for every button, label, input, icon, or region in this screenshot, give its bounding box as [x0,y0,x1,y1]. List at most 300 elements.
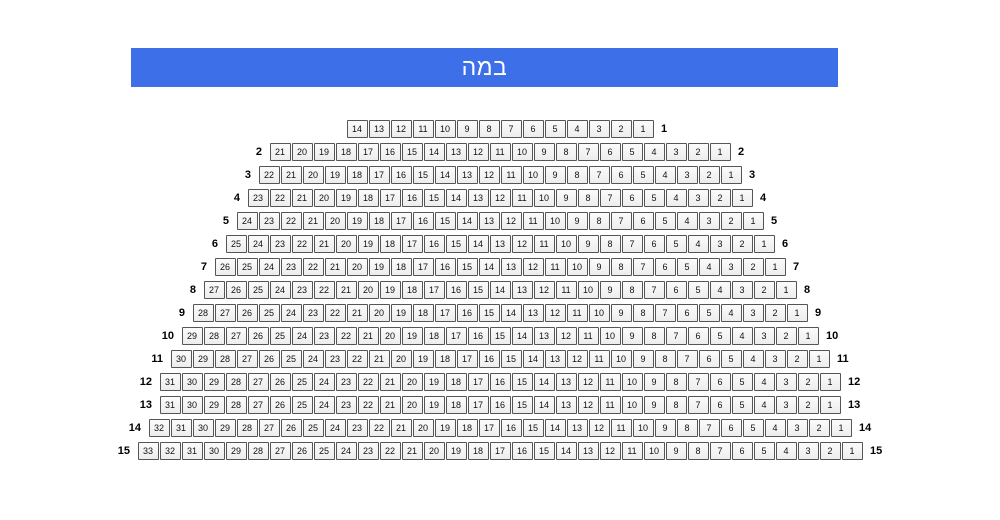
seat[interactable]: 1 [831,419,852,437]
seat[interactable]: 23 [336,396,357,414]
seat[interactable]: 6 [600,143,621,161]
seat[interactable]: 4 [754,373,775,391]
seat[interactable]: 17 [391,212,412,230]
seat[interactable]: 23 [292,281,313,299]
seat[interactable]: 31 [160,396,181,414]
seat[interactable]: 18 [380,235,401,253]
seat[interactable]: 1 [633,120,654,138]
seat[interactable]: 12 [468,143,489,161]
seat[interactable]: 16 [446,281,467,299]
seat[interactable]: 3 [765,350,786,368]
seat[interactable]: 23 [314,327,335,345]
seat[interactable]: 20 [391,350,412,368]
seat[interactable]: 15 [523,419,544,437]
seat[interactable]: 16 [424,235,445,253]
seat[interactable]: 19 [446,442,467,460]
seat[interactable]: 17 [358,143,379,161]
seat[interactable]: 28 [204,327,225,345]
seat[interactable]: 12 [600,442,621,460]
seat[interactable]: 10 [622,373,643,391]
seat[interactable]: 20 [292,143,313,161]
seat[interactable]: 17 [380,189,401,207]
seat[interactable]: 8 [578,189,599,207]
seat[interactable]: 14 [435,166,456,184]
seat[interactable]: 21 [325,258,346,276]
seat[interactable]: 2 [809,419,830,437]
seat[interactable]: 11 [578,327,599,345]
seat[interactable]: 9 [644,373,665,391]
seat[interactable]: 6 [622,189,643,207]
seat[interactable]: 22 [259,166,280,184]
seat[interactable]: 6 [710,396,731,414]
seat[interactable]: 24 [314,373,335,391]
seat[interactable]: 7 [688,373,709,391]
seat[interactable]: 9 [655,419,676,437]
seat[interactable]: 7 [699,419,720,437]
seat[interactable]: 3 [710,235,731,253]
seat[interactable]: 28 [193,304,214,322]
seat[interactable]: 7 [611,212,632,230]
seat[interactable]: 22 [358,396,379,414]
seat[interactable]: 1 [776,281,797,299]
seat[interactable]: 25 [292,373,313,391]
seat[interactable]: 4 [721,304,742,322]
seat[interactable]: 13 [479,212,500,230]
seat[interactable]: 1 [809,350,830,368]
seat[interactable]: 3 [699,212,720,230]
seat[interactable]: 16 [490,396,511,414]
seat[interactable]: 6 [611,166,632,184]
seat[interactable]: 15 [402,143,423,161]
seat[interactable]: 22 [314,281,335,299]
seat[interactable]: 21 [314,235,335,253]
seat[interactable]: 18 [402,281,423,299]
seat[interactable]: 19 [435,419,456,437]
seat[interactable]: 18 [358,189,379,207]
seat[interactable]: 7 [655,304,676,322]
seat[interactable]: 8 [479,120,500,138]
seat[interactable]: 27 [237,350,258,368]
seat[interactable]: 23 [303,304,324,322]
seat[interactable]: 9 [545,166,566,184]
seat[interactable]: 14 [347,120,368,138]
seat[interactable]: 17 [479,419,500,437]
seat[interactable]: 15 [512,373,533,391]
seat[interactable]: 6 [666,281,687,299]
seat[interactable]: 10 [523,166,544,184]
seat[interactable]: 23 [336,373,357,391]
seat[interactable]: 9 [457,120,478,138]
seat[interactable]: 22 [303,258,324,276]
seat[interactable]: 24 [281,304,302,322]
seat[interactable]: 17 [413,258,434,276]
seat[interactable]: 8 [600,235,621,253]
seat[interactable]: 18 [424,327,445,345]
seat[interactable]: 24 [325,419,346,437]
seat[interactable]: 19 [314,143,335,161]
seat[interactable]: 9 [567,212,588,230]
seat[interactable]: 11 [611,419,632,437]
seat[interactable]: 9 [578,235,599,253]
seat[interactable]: 28 [215,350,236,368]
seat[interactable]: 13 [446,143,467,161]
seat[interactable]: 11 [523,212,544,230]
seat[interactable]: 20 [402,396,423,414]
seat[interactable]: 4 [776,442,797,460]
seat[interactable]: 6 [644,235,665,253]
seat[interactable]: 32 [160,442,181,460]
seat[interactable]: 33 [138,442,159,460]
seat[interactable]: 22 [336,327,357,345]
seat[interactable]: 5 [545,120,566,138]
seat[interactable]: 8 [611,258,632,276]
seat[interactable]: 6 [699,350,720,368]
seat[interactable]: 27 [215,304,236,322]
seat[interactable]: 11 [567,304,588,322]
seat[interactable]: 13 [567,419,588,437]
seat[interactable]: 25 [248,281,269,299]
seat[interactable]: 8 [644,327,665,345]
seat[interactable]: 25 [259,304,280,322]
seat[interactable]: 3 [688,189,709,207]
seat[interactable]: 6 [732,442,753,460]
seat[interactable]: 7 [501,120,522,138]
seat[interactable]: 4 [644,143,665,161]
seat[interactable]: 19 [336,189,357,207]
seat[interactable]: 31 [160,373,181,391]
seat[interactable]: 21 [281,166,302,184]
seat[interactable]: 4 [677,212,698,230]
seat[interactable]: 14 [424,143,445,161]
seat[interactable]: 13 [578,442,599,460]
seat[interactable]: 4 [567,120,588,138]
seat[interactable]: 22 [292,235,313,253]
seat[interactable]: 28 [237,419,258,437]
seat[interactable]: 10 [611,350,632,368]
seat[interactable]: 9 [534,143,555,161]
seat[interactable]: 7 [644,281,665,299]
seat[interactable]: 27 [204,281,225,299]
seat[interactable]: 20 [314,189,335,207]
seat[interactable]: 20 [424,442,445,460]
seat[interactable]: 5 [633,166,654,184]
seat[interactable]: 29 [182,327,203,345]
seat[interactable]: 2 [721,212,742,230]
seat[interactable]: 17 [402,235,423,253]
seat[interactable]: 22 [380,442,401,460]
seat[interactable]: 3 [754,327,775,345]
seat[interactable]: 2 [710,189,731,207]
seat[interactable]: 14 [545,419,566,437]
seat[interactable]: 12 [578,396,599,414]
seat[interactable]: 15 [490,327,511,345]
seat[interactable]: 13 [369,120,390,138]
seat[interactable]: 22 [325,304,346,322]
seat[interactable]: 13 [490,235,511,253]
seat[interactable]: 7 [677,350,698,368]
seat[interactable]: 1 [842,442,863,460]
seat[interactable]: 2 [776,327,797,345]
seat[interactable]: 12 [501,212,522,230]
seat[interactable]: 26 [292,442,313,460]
seat[interactable]: 5 [732,396,753,414]
seat[interactable]: 17 [457,350,478,368]
seat[interactable]: 12 [512,235,533,253]
seat[interactable]: 6 [633,212,654,230]
seat[interactable]: 23 [358,442,379,460]
seat[interactable]: 11 [600,373,621,391]
seat[interactable]: 26 [270,396,291,414]
seat[interactable]: 6 [710,373,731,391]
seat[interactable]: 14 [457,212,478,230]
seat[interactable]: 12 [479,166,500,184]
seat[interactable]: 21 [391,419,412,437]
seat[interactable]: 10 [622,396,643,414]
seat[interactable]: 1 [710,143,731,161]
seat[interactable]: 10 [435,120,456,138]
seat[interactable]: 8 [589,212,610,230]
seat[interactable]: 13 [512,281,533,299]
seat[interactable]: 4 [765,419,786,437]
seat[interactable]: 13 [523,304,544,322]
seat[interactable]: 1 [820,396,841,414]
seat[interactable]: 10 [578,281,599,299]
seat[interactable]: 19 [413,350,434,368]
seat[interactable]: 30 [182,373,203,391]
seat[interactable]: 4 [743,350,764,368]
seat[interactable]: 27 [248,373,269,391]
seat[interactable]: 7 [633,258,654,276]
seat[interactable]: 18 [369,212,390,230]
seat[interactable]: 18 [446,373,467,391]
seat[interactable]: 10 [644,442,665,460]
seat[interactable]: 15 [413,166,434,184]
seat[interactable]: 21 [402,442,423,460]
seat[interactable]: 2 [732,235,753,253]
seat[interactable]: 5 [710,327,731,345]
seat[interactable]: 26 [215,258,236,276]
seat[interactable]: 16 [501,419,522,437]
seat[interactable]: 30 [204,442,225,460]
seat[interactable]: 5 [688,281,709,299]
seat[interactable]: 26 [248,327,269,345]
seat[interactable]: 1 [787,304,808,322]
seat[interactable]: 15 [479,304,500,322]
seat[interactable]: 8 [666,373,687,391]
seat[interactable]: 16 [479,350,500,368]
seat[interactable]: 21 [303,212,324,230]
seat[interactable]: 4 [655,166,676,184]
seat[interactable]: 1 [743,212,764,230]
seat[interactable]: 24 [303,350,324,368]
seat[interactable]: 12 [523,258,544,276]
seat[interactable]: 8 [655,350,676,368]
seat[interactable]: 9 [644,396,665,414]
seat[interactable]: 19 [347,212,368,230]
seat[interactable]: 30 [182,396,203,414]
seat[interactable]: 15 [435,212,456,230]
seat[interactable]: 10 [545,212,566,230]
seat[interactable]: 12 [545,304,566,322]
seat[interactable]: 8 [556,143,577,161]
seat[interactable]: 20 [369,304,390,322]
seat[interactable]: 24 [270,281,291,299]
seat[interactable]: 22 [270,189,291,207]
seat[interactable]: 24 [314,396,335,414]
seat[interactable]: 4 [732,327,753,345]
seat[interactable]: 21 [369,350,390,368]
seat[interactable]: 11 [534,235,555,253]
seat[interactable]: 9 [556,189,577,207]
seat[interactable]: 22 [358,373,379,391]
seat[interactable]: 13 [545,350,566,368]
seat[interactable]: 14 [501,304,522,322]
seat[interactable]: 4 [754,396,775,414]
seat[interactable]: 25 [237,258,258,276]
seat[interactable]: 19 [358,235,379,253]
seat[interactable]: 25 [226,235,247,253]
seat[interactable]: 26 [281,419,302,437]
seat[interactable]: 5 [732,373,753,391]
seat[interactable]: 23 [325,350,346,368]
seat[interactable]: 24 [336,442,357,460]
seat[interactable]: 20 [358,281,379,299]
seat[interactable]: 31 [171,419,192,437]
seat[interactable]: 3 [589,120,610,138]
seat[interactable]: 15 [468,281,489,299]
seat[interactable]: 2 [754,281,775,299]
seat[interactable]: 20 [402,373,423,391]
seat[interactable]: 17 [435,304,456,322]
seat[interactable]: 11 [545,258,566,276]
seat[interactable]: 18 [446,396,467,414]
seat[interactable]: 6 [655,258,676,276]
seat[interactable]: 17 [446,327,467,345]
seat[interactable]: 2 [699,166,720,184]
seat[interactable]: 19 [402,327,423,345]
seat[interactable]: 26 [237,304,258,322]
seat[interactable]: 19 [380,281,401,299]
seat[interactable]: 21 [380,396,401,414]
seat[interactable]: 5 [754,442,775,460]
seat[interactable]: 18 [468,442,489,460]
seat[interactable]: 6 [721,419,742,437]
seat[interactable]: 11 [622,442,643,460]
seat[interactable]: 5 [666,235,687,253]
seat[interactable]: 27 [270,442,291,460]
seat[interactable]: 25 [270,327,291,345]
seat[interactable]: 3 [776,396,797,414]
seat[interactable]: 10 [633,419,654,437]
seat[interactable]: 18 [336,143,357,161]
seat[interactable]: 1 [732,189,753,207]
seat[interactable]: 27 [248,396,269,414]
seat[interactable]: 29 [204,396,225,414]
seat[interactable]: 1 [765,258,786,276]
seat[interactable]: 26 [259,350,280,368]
seat[interactable]: 2 [798,373,819,391]
seat[interactable]: 3 [798,442,819,460]
seat[interactable]: 23 [270,235,291,253]
seat[interactable]: 14 [479,258,500,276]
seat[interactable]: 7 [666,327,687,345]
seat[interactable]: 3 [776,373,797,391]
seat[interactable]: 18 [413,304,434,322]
seat[interactable]: 11 [600,396,621,414]
seat[interactable]: 13 [556,373,577,391]
seat[interactable]: 17 [424,281,445,299]
seat[interactable]: 21 [292,189,313,207]
seat[interactable]: 25 [292,396,313,414]
seat[interactable]: 14 [534,396,555,414]
seat[interactable]: 11 [556,281,577,299]
seat[interactable]: 20 [325,212,346,230]
seat[interactable]: 26 [226,281,247,299]
seat[interactable]: 13 [501,258,522,276]
seat[interactable]: 7 [622,235,643,253]
seat[interactable]: 11 [490,143,511,161]
seat[interactable]: 17 [490,442,511,460]
seat[interactable]: 29 [215,419,236,437]
seat[interactable]: 12 [578,373,599,391]
seat[interactable]: 11 [501,166,522,184]
seat[interactable]: 10 [556,235,577,253]
seat[interactable]: 16 [402,189,423,207]
seat[interactable]: 9 [666,442,687,460]
seat[interactable]: 8 [633,304,654,322]
seat[interactable]: 32 [149,419,170,437]
seat[interactable]: 7 [589,166,610,184]
seat[interactable]: 20 [380,327,401,345]
seat[interactable]: 19 [369,258,390,276]
seat[interactable]: 20 [413,419,434,437]
seat[interactable]: 26 [270,373,291,391]
seat[interactable]: 24 [237,212,258,230]
seat[interactable]: 13 [457,166,478,184]
seat[interactable]: 4 [699,258,720,276]
seat[interactable]: 18 [347,166,368,184]
seat[interactable]: 17 [369,166,390,184]
seat[interactable]: 6 [677,304,698,322]
seat[interactable]: 16 [435,258,456,276]
seat[interactable]: 5 [699,304,720,322]
seat[interactable]: 22 [347,350,368,368]
seat[interactable]: 2 [611,120,632,138]
seat[interactable]: 4 [688,235,709,253]
seat[interactable]: 15 [446,235,467,253]
seat[interactable]: 3 [743,304,764,322]
seat[interactable]: 15 [534,442,555,460]
seat[interactable]: 7 [688,396,709,414]
seat[interactable]: 16 [413,212,434,230]
seat[interactable]: 24 [248,235,269,253]
seat[interactable]: 3 [732,281,753,299]
seat[interactable]: 18 [435,350,456,368]
seat[interactable]: 29 [226,442,247,460]
seat[interactable]: 23 [347,419,368,437]
seat[interactable]: 15 [512,396,533,414]
seat[interactable]: 27 [259,419,280,437]
seat[interactable]: 18 [457,419,478,437]
seat[interactable]: 16 [391,166,412,184]
seat[interactable]: 12 [490,189,511,207]
seat[interactable]: 13 [534,327,555,345]
seat[interactable]: 21 [347,304,368,322]
seat[interactable]: 2 [820,442,841,460]
seat[interactable]: 31 [182,442,203,460]
seat[interactable]: 8 [622,281,643,299]
seat[interactable]: 10 [567,258,588,276]
